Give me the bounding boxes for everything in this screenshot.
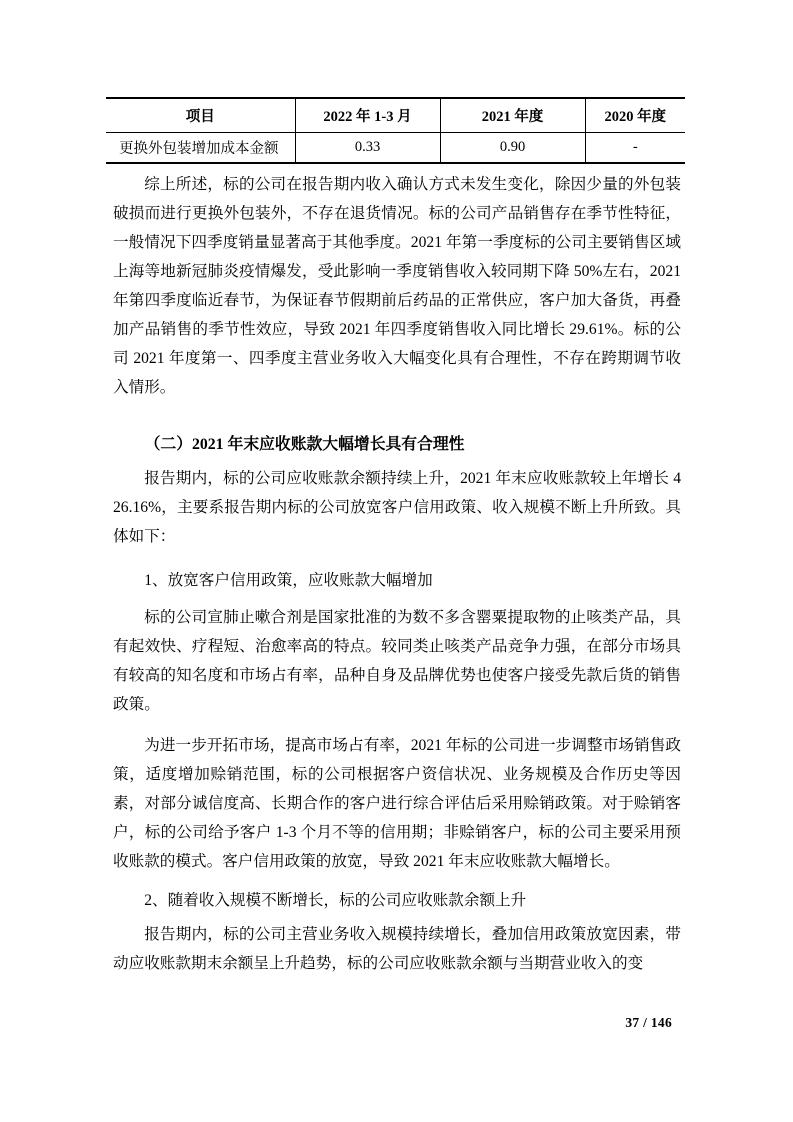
document-content [113, 95, 681, 978]
repackaging-cost-table [106, 97, 685, 164]
paragraph-summary: 综上所述，标的公司在报告期内收入确认方式未发生变化，除因少量的外包装破损而进行更换外包装外，不存在退货情况。标的公司产品销售存在季节性特征，一般情况下四季度销量显著高于其他季度。2021 年第一季度标的公司主要销售区域上海等地新冠肺炎疫情爆发，受此影响一季度销售收入较同期下降 50%左右，2021 年第四季度临近春节，为保证春节假期前后药品的正常供应，客户加大备货，再叠加产品销售的季节性效应，导致 2021 年四季度销售收入同比增长 29.61%。标的公司 2021 年度第一、四季度主营业务收入大幅变化具有合理性，不存在跨期调节收入情形。 [113, 176, 681, 396]
table-header-item: 项目 [106, 98, 295, 133]
table-cell-2021-value: 0.90 [440, 133, 585, 164]
table-header-2021: 2021 年度 [440, 98, 585, 133]
table-header-row [106, 98, 685, 133]
paragraph-sub1-a: 标的公司宣肺止嗽合剂是国家批准的为数不多含罂粟提取物的止咳类产品，具有起效快、疗程短、治愈率高的特点。较同类止咳类产品竞争力强，在部分市场具有较高的知名度和市场占有率，品种自身及品牌优势也使客户接受先款后货的销售政策。 [113, 609, 681, 713]
paragraph-sub1-b: 为进一步开拓市场，提高市场占有率，2021 年标的公司进一步调整市场销售政策，适度增加赊销范围，标的公司根据客户资信状况、业务规模及合作历史等因素，对部分诚信度高、长期合作的客户进行综合评估后采用赊销政策。对于赊销客户，标的公司给予客户 1-3 个月不等的信用期；非赊销客户，标的公司主要采用预收账款的模式。客户信用政策的放宽，导致 2021 年末应收账款大幅增长。 [113, 737, 681, 870]
paragraph-sub2-a: 报告期内，标的公司主营业务收入规模持续增长，叠加信用政策放宽因素，带动应收账款期末余额呈上升趋势，标的公司应收账款余额与当期营业收入的变 [113, 926, 681, 972]
page-number: 37 / 146 [625, 1015, 672, 1030]
subsection-1-title: 1、放宽客户信用政策，应收账款大幅增加 [144, 572, 433, 589]
paragraph-overview: 报告期内，标的公司应收账款余额持续上升，2021 年末应收账款较上年增长 426.16%，主要系报告期内标的公司放宽客户信用政策、收入规模不断上升所致。具体如下： [113, 470, 681, 545]
table-header-2022: 2022 年 1-3 月 [295, 98, 440, 133]
table-cell-2020-value: - [632, 139, 638, 155]
table-header-2020: 2020 年度 [585, 98, 685, 133]
table-cell-2022-value: 0.33 [295, 133, 440, 164]
subsection-2-title: 2、随着收入规模不断增长，标的公司应收账款余额上升 [144, 892, 527, 909]
table-row [106, 133, 685, 164]
table-cell-item: 更换外包装增加成本金额 [106, 133, 295, 164]
section-heading-2: （二）2021 年末应收账款大幅增长具有合理性 [144, 436, 465, 453]
